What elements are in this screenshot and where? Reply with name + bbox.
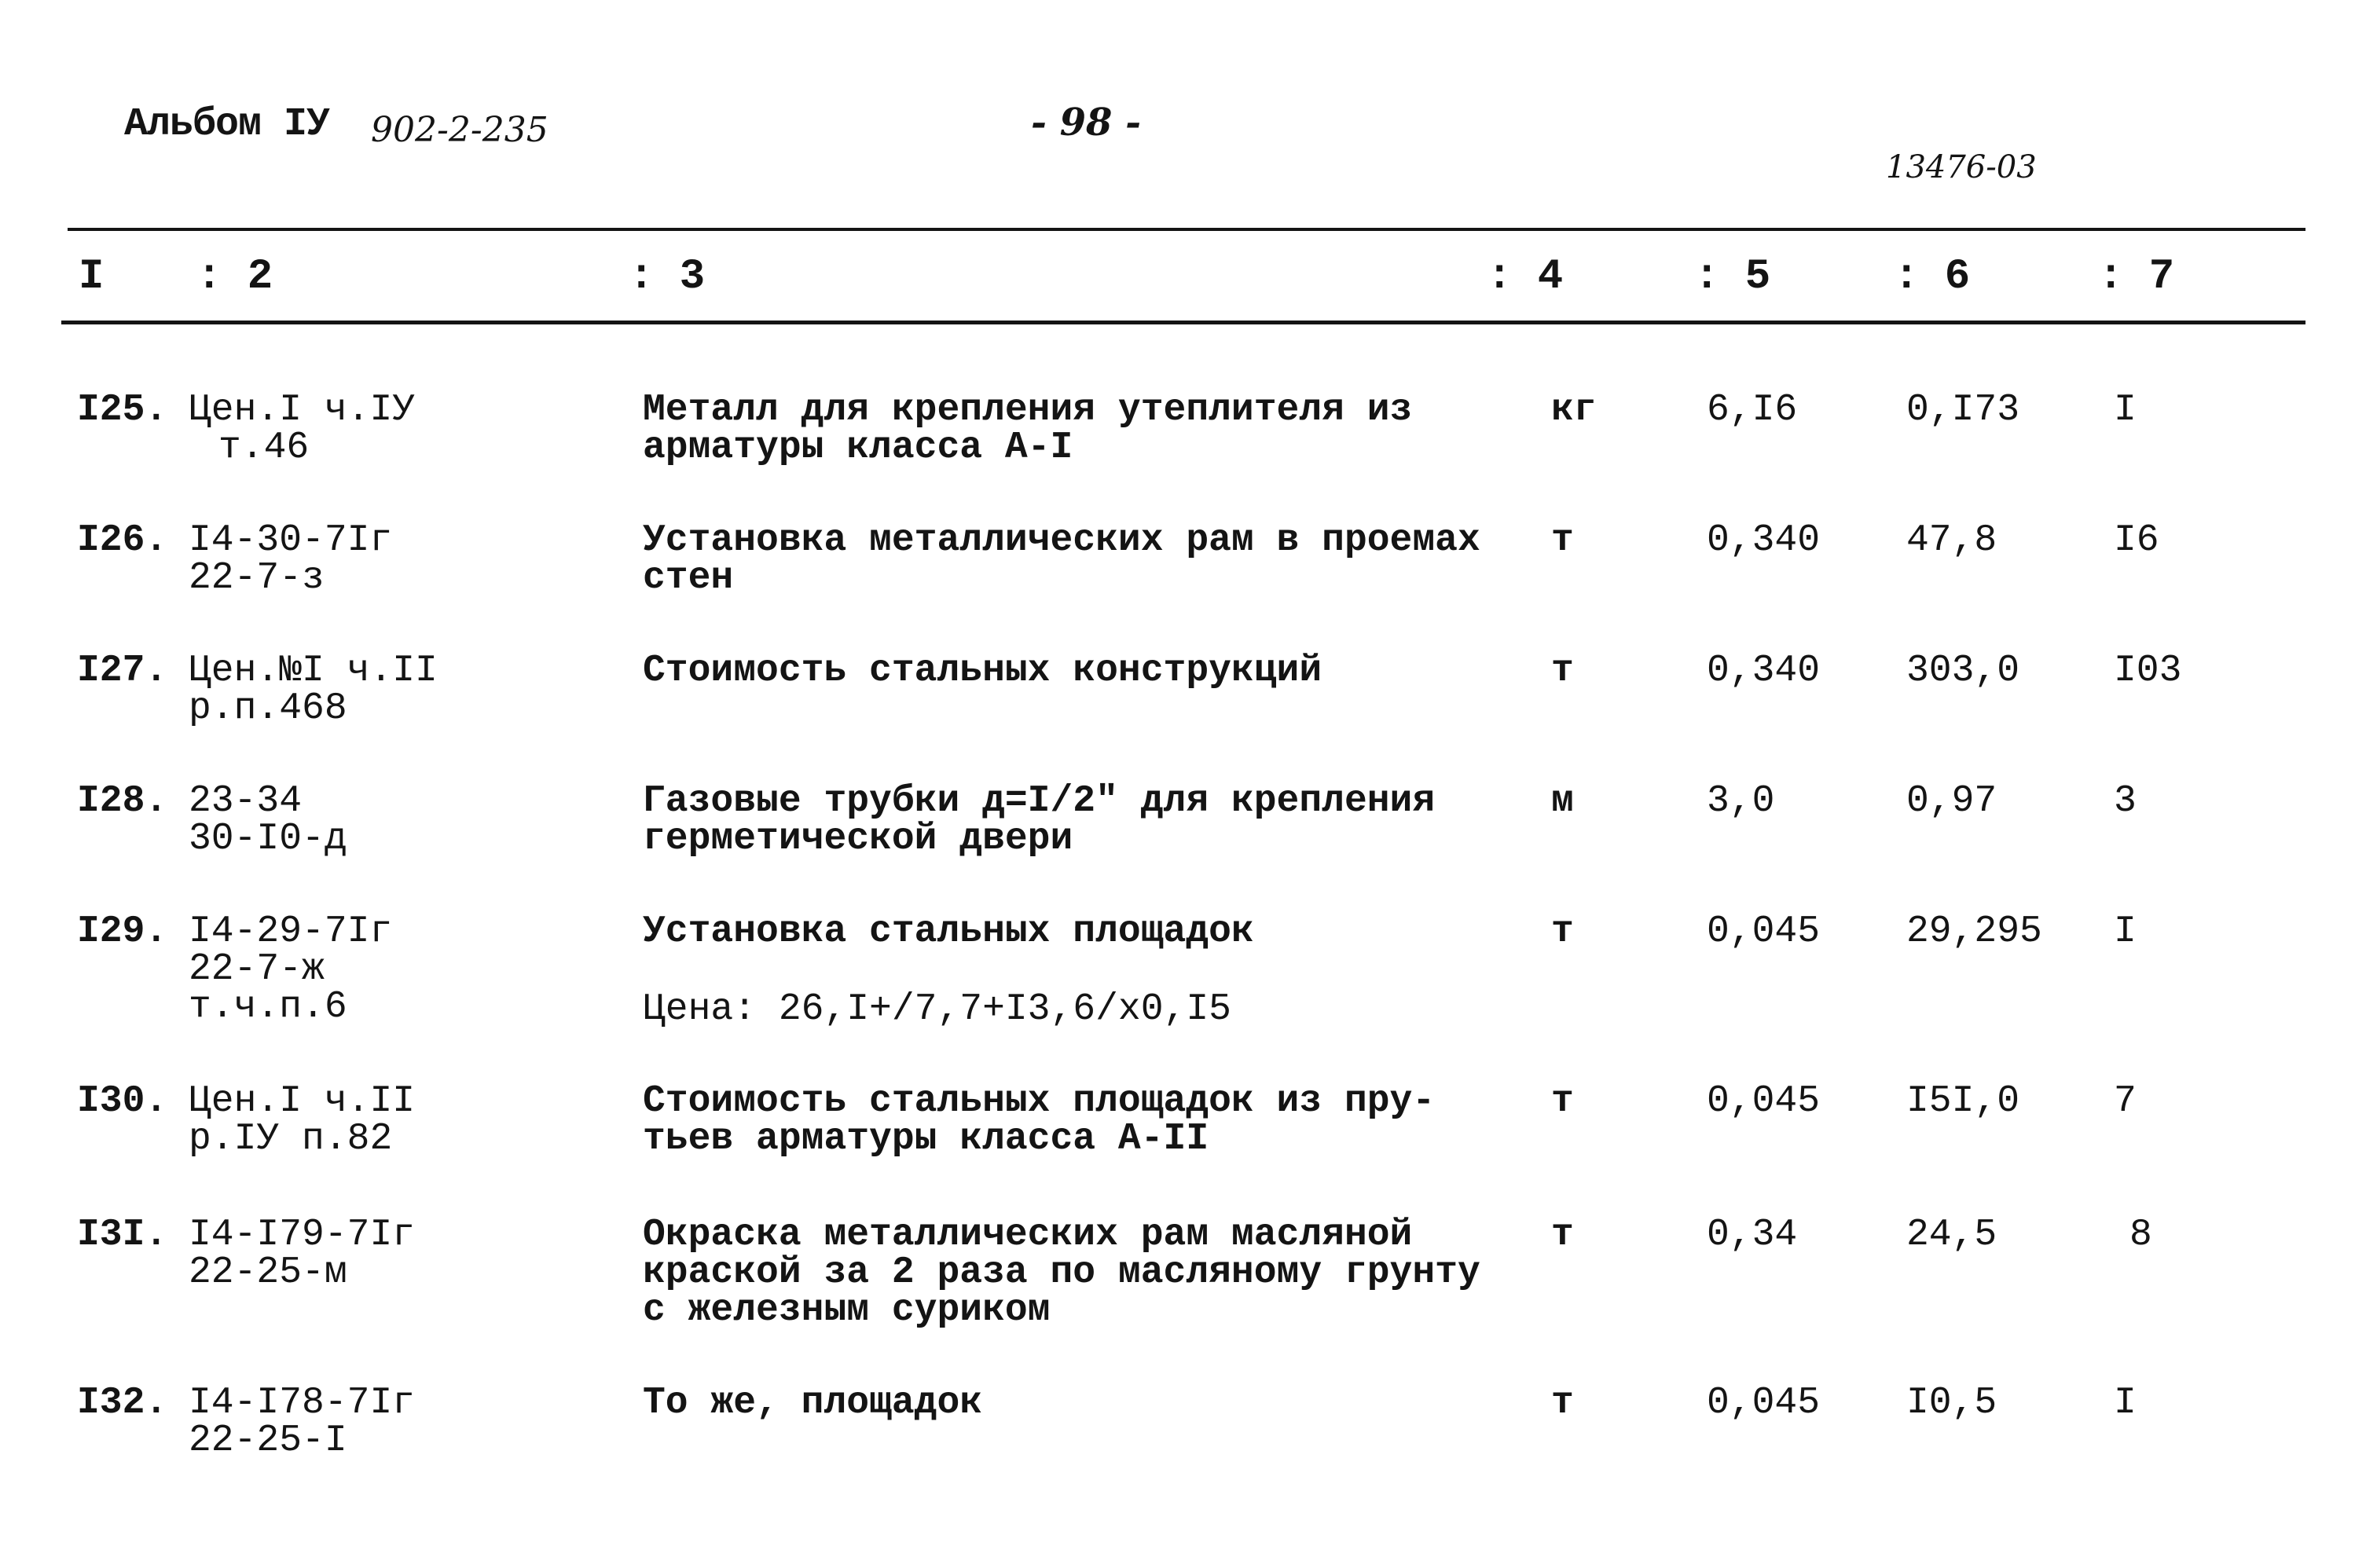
row-price: 0,97 bbox=[1906, 780, 1997, 822]
col-header-6: : 6 bbox=[1894, 253, 1971, 301]
row-price: 47,8 bbox=[1906, 519, 1997, 562]
row-quantity: 0,045 bbox=[1707, 910, 1821, 953]
row-total: I bbox=[2114, 389, 2137, 431]
col-header-5: : 5 bbox=[1694, 253, 1771, 301]
row-quantity: 3,0 bbox=[1707, 780, 1775, 822]
row-unit: т bbox=[1551, 519, 1574, 562]
col-header-7: : 7 bbox=[2098, 253, 2175, 301]
row-number: I26. bbox=[77, 519, 168, 562]
document-number: 13476-03 bbox=[1886, 149, 2037, 185]
row-reference bbox=[189, 1080, 416, 1160]
description-line: Металл для крепления утеплителя из bbox=[643, 389, 1413, 431]
row-reference bbox=[189, 519, 393, 599]
description-line: тьев арматуры класса А-II bbox=[643, 1118, 1209, 1160]
reference-line: т.46 bbox=[218, 427, 310, 469]
col-header-3: : 3 bbox=[629, 253, 706, 301]
row-number: I25. bbox=[77, 389, 168, 431]
reference-line: 30-I0-д bbox=[189, 818, 347, 860]
row-description bbox=[643, 652, 1322, 690]
reference-line: 22-7-з bbox=[189, 557, 325, 599]
table-top-rule bbox=[68, 228, 2305, 231]
col-header-2: : 2 bbox=[196, 253, 273, 301]
row-total: 3 bbox=[2114, 780, 2137, 822]
reference-line: 22-25-м bbox=[189, 1251, 347, 1294]
row-description bbox=[643, 519, 1480, 599]
reference-line: т.ч.п.6 bbox=[189, 986, 347, 1028]
reference-line: 22-25-I bbox=[189, 1420, 347, 1462]
row-description bbox=[643, 1214, 1480, 1332]
row-description bbox=[643, 910, 1254, 953]
row-number: I3I. bbox=[77, 1214, 168, 1256]
row-price: 303,0 bbox=[1906, 650, 2020, 692]
description-line: с железным суриком bbox=[643, 1289, 1051, 1332]
row-quantity: 0,34 bbox=[1707, 1214, 1798, 1256]
row-description bbox=[643, 391, 1412, 467]
row-number: I32. bbox=[77, 1382, 168, 1424]
row-total: I bbox=[2114, 1382, 2137, 1424]
price-formula-note: Цена: 26,I+/7,7+I3,6/х0,I5 bbox=[643, 988, 1231, 1031]
row-price: 0,I73 bbox=[1906, 389, 2020, 431]
row-description bbox=[643, 782, 1435, 858]
col-header-4: : 4 bbox=[1487, 253, 1564, 301]
row-reference bbox=[189, 782, 347, 858]
row-total: I6 bbox=[2114, 519, 2159, 562]
row-unit: т bbox=[1551, 1080, 1574, 1123]
row-quantity: 0,340 bbox=[1707, 650, 1821, 692]
reference-line: I4-30-7Iг bbox=[189, 519, 393, 562]
row-reference bbox=[189, 1384, 415, 1460]
description-line: Окраска металлических рам масляной bbox=[643, 1214, 1413, 1256]
col-header-1: I bbox=[79, 253, 105, 301]
row-price: I0,5 bbox=[1906, 1382, 1997, 1424]
description-line: краской за 2 раза по масляному грунту bbox=[643, 1251, 1480, 1294]
description-line: стен bbox=[643, 557, 734, 599]
reference-line: р.п.468 bbox=[189, 687, 347, 730]
reference-line: Цен.I ч.II bbox=[189, 1080, 416, 1123]
description-line: Стоимость стальных площадок из пру- bbox=[643, 1080, 1436, 1123]
description-line: То же, площадок bbox=[643, 1382, 983, 1424]
row-unit: т bbox=[1551, 650, 1574, 692]
row-unit: м bbox=[1551, 780, 1574, 822]
reference-line: 22-7-ж bbox=[189, 948, 325, 991]
row-unit: т bbox=[1551, 1214, 1574, 1256]
row-price: 24,5 bbox=[1906, 1214, 1997, 1256]
reference-line: I4-I78-7Iг bbox=[189, 1382, 416, 1424]
row-number: I28. bbox=[77, 780, 168, 822]
row-total: I03 bbox=[2114, 650, 2182, 692]
row-number: I30. bbox=[77, 1080, 168, 1123]
project-code: 902-2-235 bbox=[371, 110, 548, 150]
row-quantity: 0,340 bbox=[1707, 519, 1821, 562]
reference-line: р.IУ п.82 bbox=[189, 1118, 393, 1160]
page-number: - 98 - bbox=[1031, 101, 1142, 145]
description-line: герметической двери bbox=[643, 818, 1073, 860]
reference-line: Цен.I ч.IУ bbox=[189, 389, 416, 431]
row-description bbox=[643, 1080, 1436, 1160]
description-line: Стоимость стальных конструкций bbox=[643, 650, 1322, 692]
description-line: арматуры класса А-I bbox=[643, 427, 1073, 469]
row-unit: т bbox=[1551, 910, 1574, 953]
reference-line: 23-34 bbox=[189, 780, 303, 822]
row-number: I27. bbox=[77, 650, 168, 692]
table-header-rule bbox=[61, 321, 2305, 324]
row-quantity: 0,045 bbox=[1707, 1382, 1821, 1424]
row-total: 7 bbox=[2114, 1080, 2137, 1123]
row-reference bbox=[189, 910, 393, 1028]
row-number: I29. bbox=[77, 910, 168, 953]
row-unit: т bbox=[1551, 1382, 1574, 1424]
row-price: I5I,0 bbox=[1906, 1080, 2020, 1123]
row-reference bbox=[189, 1214, 416, 1294]
album-label: Альбом IУ bbox=[124, 102, 330, 147]
row-description bbox=[643, 1384, 982, 1422]
row-total: 8 bbox=[2129, 1214, 2152, 1256]
row-price: 29,295 bbox=[1906, 910, 2042, 953]
row-total: I bbox=[2114, 910, 2137, 953]
description-line: Установка стальных площадок bbox=[643, 910, 1254, 953]
description-line: Установка металлических рам в проемах bbox=[643, 519, 1480, 562]
reference-line: I4-29-7Iг bbox=[189, 910, 393, 953]
row-reference bbox=[189, 391, 415, 467]
row-quantity: 0,045 bbox=[1707, 1080, 1821, 1123]
row-quantity: 6,I6 bbox=[1707, 389, 1798, 431]
reference-line: I4-I79-7Iг bbox=[189, 1214, 416, 1256]
row-unit: кг bbox=[1551, 389, 1597, 431]
reference-line: Цен.№I ч.II bbox=[189, 650, 438, 692]
description-line: Газовые трубки д=I/2" для крепления bbox=[643, 780, 1436, 822]
row-reference bbox=[189, 650, 438, 730]
